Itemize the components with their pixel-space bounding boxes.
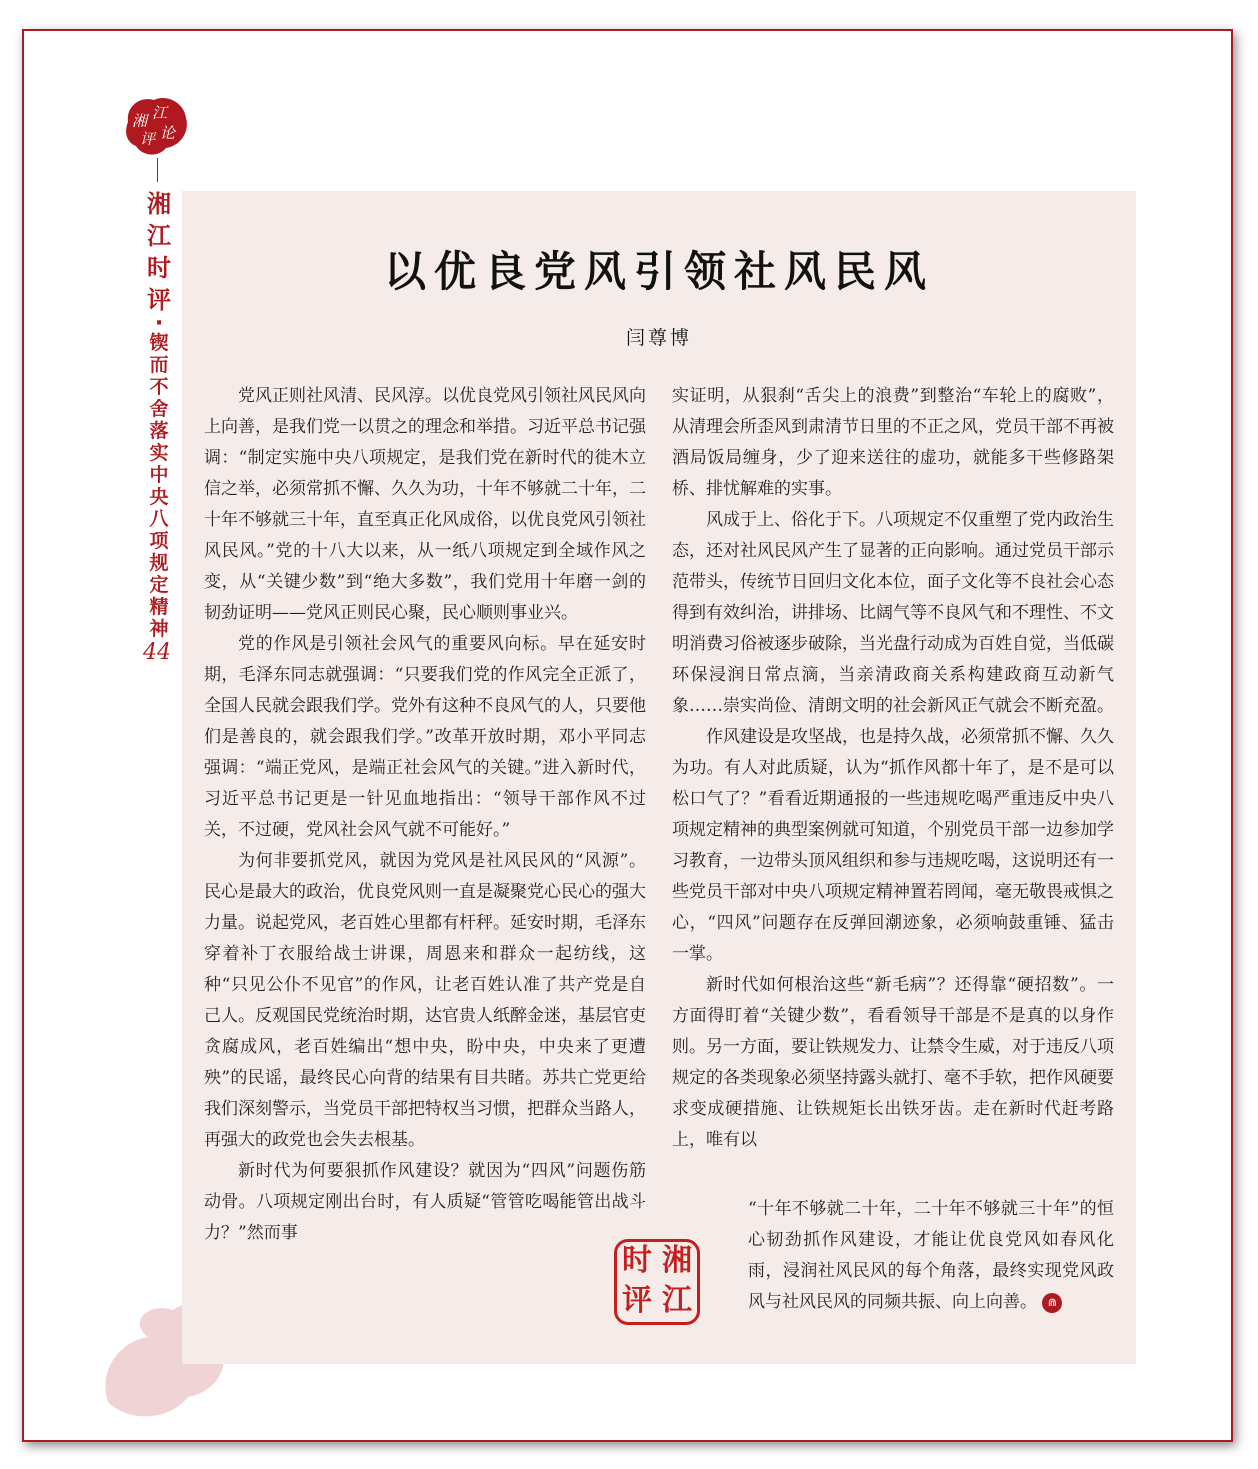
paragraph: 党的作风是引领社会风气的重要风向标。早在延安时期，毛泽东同志就强调：“只要我们党的作风完全正派了，全国人民就会跟我们学。党外有这种不良风气的人，只要他们是善良的，就会跟我们学。”改革开放时期，邓小平同志强调：“端正党风，是端正社会风气的关键。”进入新时代，习近平总书记更是一针见血地指出：“领导干部作风不过关，不过硬，党风社会风气就不可能好。” bbox=[204, 634, 646, 840]
column-title bbox=[141, 188, 177, 640]
stamp-char: 时 bbox=[622, 1243, 652, 1278]
stamp-char: 评 bbox=[622, 1283, 652, 1318]
column-name: 湘江时评 bbox=[147, 190, 171, 314]
paragraph: 新时代如何根治这些“新毛病”？还得靠“硬招数”。一方面得盯着“关键少数”，看看领导干部是不是真的以身作则。另一方面，要让铁规发力、让禁令生威，对于违反八项规定的各类现象必须坚持露头就打、毫不手软，把作风硬要求变成硬措施、让铁规矩长出铁牙齿。走在新时代赶考路上，唯有以 bbox=[672, 975, 1114, 1150]
logo-seal-icon bbox=[120, 92, 192, 162]
right-column bbox=[672, 381, 1114, 1156]
svg-text:湘: 湘 bbox=[132, 112, 148, 130]
svg-text:论: 论 bbox=[160, 124, 176, 142]
page-number: 44 bbox=[143, 640, 171, 665]
svg-text:江: 江 bbox=[152, 104, 168, 122]
paragraph: 风成于上、俗化于下。八项规定不仅重塑了党内政治生态，还对社风民风产生了显著的正向影响。通过党员干部示范带头，传统节日回归文化本位，面子文化等不良社会心态得到有效纠治，讲排场、比阔气等不良风气和不理性、不文明消费习俗被逐步破除，当光盘行动成为百姓自觉，当低碳环保浸润日常点滴，当亲清政商关系构建政商互动新气象……崇实尚俭、清朗文明的社会新风正气就会不断充盈。 bbox=[672, 510, 1114, 716]
left-column bbox=[204, 381, 646, 1249]
stamp-char: 湘 bbox=[662, 1243, 692, 1278]
closing-paragraph bbox=[748, 1194, 1114, 1318]
stamp-char: 江 bbox=[662, 1283, 692, 1318]
closing-text: “十年不够就二十年，二十年不够就三十年”的恒心韧劲抓作风建设，才能让优良党风如春风化雨，浸润社风民风的每个角落，最终实现党风政风与社风民风的同频共振、向上向善。 bbox=[748, 1199, 1114, 1312]
svg-text:评: 评 bbox=[140, 130, 156, 148]
end-mark-icon: ⋒ bbox=[1042, 1293, 1062, 1313]
article-panel bbox=[182, 191, 1136, 1364]
header-divider bbox=[157, 158, 158, 182]
paragraph: 作风建设是攻坚战，也是持久战，必须常抓不懈、久久为功。有人对此质疑，认为“抓作风都十年了，是不是可以松口气了？”看看近期通报的一些违规吃喝严重违反中央八项规定精神的典型案例就可知道，个别党员干部一边参加学习教育，一边带头顶风组织和参与违规吃喝，这说明还有一些党员干部对中央八项规定精神置若罔闻，毫无敬畏戒惧之心，“四风”问题存在反弹回潮迹象，必须响鼓重锤、猛击一掌。 bbox=[672, 727, 1114, 964]
paragraph: 为何非要抓党风，就因为党风是社风民风的“风源”。民心是最大的政治，优良党风则一直是凝聚党心民心的强大力量。说起党风，老百姓心里都有杆秤。延安时期，毛泽东穿着补丁衣服给战士讲课，周恩来和群众一起纺线，这种“只见公仆不见官”的作风，让老百姓认准了共产党是自己人。反观国民党统治时期，达官贵人纸醉金迷，基层官吏贪腐成风，老百姓编出“想中央，盼中央，中央来了更遭殃”的民谣，最终民心向背的结果有目共睹。苏共亡党更给我们深刻警示，当党员干部把特权当习惯，把群众当路人，再强大的政党也会失去根基。 bbox=[204, 851, 646, 1150]
title-separator: · bbox=[154, 311, 164, 336]
paragraph: 新时代为何要狠抓作风建设？就因为“四风”问题伤筋动骨。八项规定刚出台时，有人质疑“管管吃喝能管出战斗力？”然而事 bbox=[204, 1161, 646, 1243]
paragraph: 实证明，从狠刹“舌尖上的浪费”到整治“车轮上的腐败”，从清理会所歪风到肃清节日里的不正之风，党员干部不再被酒局饭局缠身，少了迎来送往的虚功，就能多干些修路架桥、排忧解难的实事。 bbox=[672, 386, 1114, 499]
paragraph: 党风正则社风清、民风淳。以优良党风引领社风民风向上向善，是我们党一以贯之的理念和举措。习近平总书记强调：“制定实施中央八项规定，是我们党在新时代的徙木立信之举，必须常抓不懈、久久为功，十年不够就二十年，二十年不够就三十年，直至真正化风成俗，以优良党风引领社风民风。”党的十八大以来，从一纸八项规定到全域作风之变，从“关键少数”到“绝大多数”，我们党用十年磨一剑的韧劲证明——党风正则民心聚，民心顺则事业兴。 bbox=[204, 386, 646, 623]
article-title: 以优良党风引领社风民风 bbox=[383, 247, 934, 296]
column-topic: 锲而不舍落实中央八项规定精神 bbox=[149, 332, 169, 640]
article-author: 闫尊博 bbox=[625, 327, 692, 349]
column-stamp bbox=[614, 1239, 700, 1325]
